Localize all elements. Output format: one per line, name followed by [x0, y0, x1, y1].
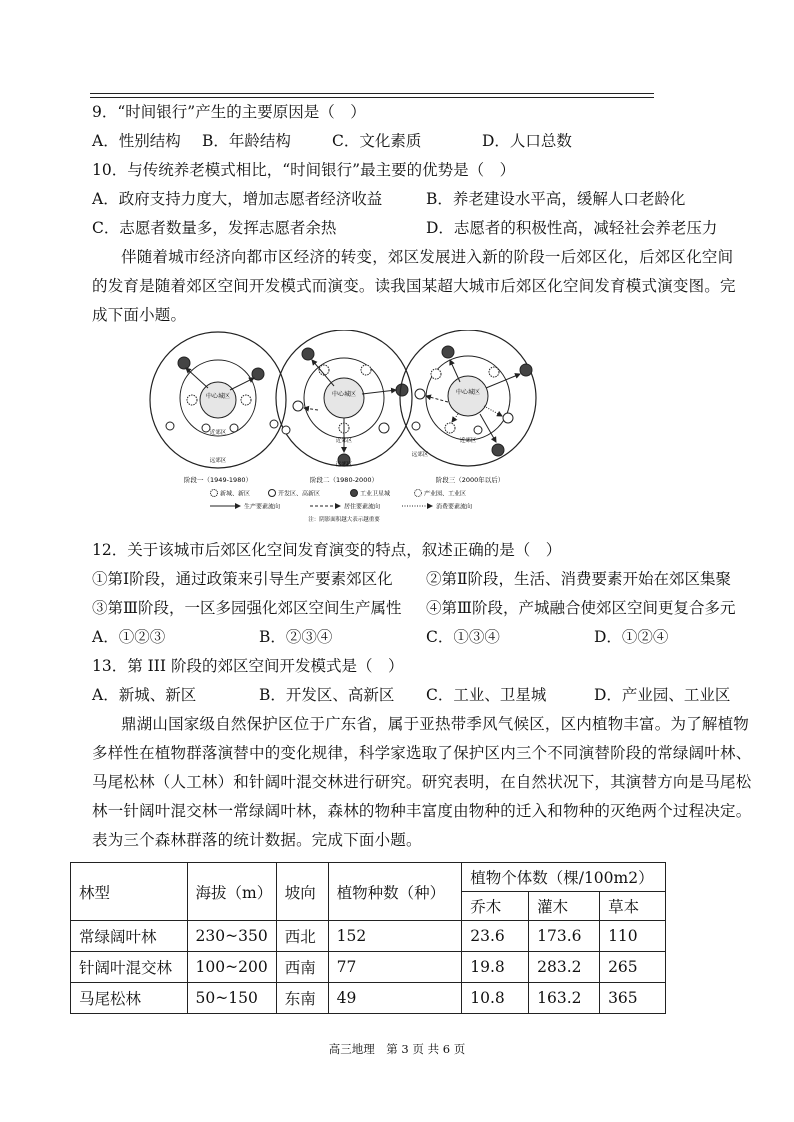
- q12-statement-2: ②第Ⅱ阶段，生活、消费要素开始在郊区集聚: [426, 570, 732, 588]
- header-altitude: 海拔（m）: [187, 863, 276, 921]
- header-type: 林型: [71, 863, 188, 921]
- q9-stem: 9．“时间银行”产生的主要原因是（ ）: [92, 103, 366, 121]
- q12-option-b: B．②③④: [259, 628, 333, 646]
- stage-2-diagram: [276, 330, 412, 468]
- q13-option-d: D．产业园、工业区: [594, 686, 731, 704]
- header-aspect: 坡向: [276, 863, 328, 921]
- stage3-center-label: 中心城区: [455, 389, 481, 396]
- stage2-far-label: 远郊区: [335, 462, 353, 468]
- cell-shrub: 163.2: [529, 983, 600, 1014]
- q9-option-d: D．人口总数: [482, 132, 572, 150]
- header-rule-thin: [90, 93, 654, 94]
- cell-type: 针阔叶混交林: [71, 952, 188, 983]
- cell-aspect: 西南: [276, 952, 328, 983]
- cell-aspect: 西北: [276, 921, 328, 952]
- legend-dev-zone: 开发区、高新区: [278, 490, 321, 498]
- passage2-line-2: 多样性在植物群落演替中的变化规律，科学家选取了保护区内三个不同演替阶段的常绿阔叶林、: [92, 744, 752, 762]
- table-row: [71, 983, 666, 1014]
- stage-3-diagram: [400, 330, 536, 466]
- cell-species: 77: [328, 952, 462, 983]
- cell-herb: 265: [600, 952, 666, 983]
- stage2-center-label: 中心城区: [331, 391, 357, 398]
- q12-option-d: D．①②④: [594, 628, 669, 646]
- cell-aspect: 东南: [276, 983, 328, 1014]
- q13-stem: 13．第 III 阶段的郊区空间开发模式是（ ）: [92, 657, 404, 675]
- q10-option-b: B．养老建设水平高，缓解人口老龄化: [426, 190, 686, 208]
- stage3-caption: 阶段三（2000年以后）: [435, 476, 505, 484]
- q10-option-d: D．志愿者的积极性高，减轻社会养老压力: [426, 219, 718, 237]
- suburbanization-diagram: [148, 330, 540, 528]
- passage2-line-4: 林一针阔叶混交林一常绿阔叶林，森林的物种丰富度由物种的迁入和物种的灭绝两个过程决定。: [92, 802, 752, 820]
- legend-satellite-city: 工业卫星城: [360, 490, 391, 498]
- table-row: [71, 952, 666, 983]
- legend-production-flow: 生产要素流向: [244, 503, 281, 511]
- cell-species: 49: [328, 983, 462, 1014]
- legend-new-town: 新城、新区: [220, 490, 251, 498]
- passage1-line-3: 成下面小题。: [92, 306, 187, 324]
- cell-tree: 23.6: [462, 921, 529, 952]
- cell-tree: 19.8: [462, 952, 529, 983]
- stage2-caption: 阶段二（1980-2000）: [310, 476, 378, 484]
- cell-shrub: 173.6: [529, 921, 600, 952]
- passage2-line-1: 鼎湖山国家级自然保护区位于广东省，属于亚热带季风气候区，区内植物丰富。为了解植物: [121, 715, 750, 733]
- passage1-line-2: 的发育是随着郊区空间开发模式而演变。读我国某超大城市后郊区化空间发育模式演变图。完: [92, 277, 736, 295]
- cell-herb: 365: [600, 983, 666, 1014]
- legend-consumption-flow: 消费要素流向: [436, 503, 473, 511]
- q12-stem: 12．关于该城市后郊区化空间发育演变的特点，叙述正确的是（ ）: [92, 541, 562, 559]
- cell-altitude: 50~150: [187, 983, 276, 1014]
- cell-shrub: 283.2: [529, 952, 600, 983]
- stage1-far-label: 远郊区: [209, 458, 227, 464]
- cell-type: 常绿阔叶林: [71, 921, 188, 952]
- stage-1-diagram: [150, 332, 286, 468]
- passage2-line-5: 表为三个森林群落的统计数据。完成下面小题。: [92, 831, 422, 849]
- header-shrub: 灌木: [529, 892, 600, 921]
- table-row: [71, 921, 666, 952]
- legend-industrial-park: 产业园、工业区: [424, 490, 467, 498]
- q9-option-a: A．性别结构: [92, 132, 181, 150]
- q9-option-c: C．文化素质: [332, 132, 422, 150]
- diagram-legend: [210, 490, 472, 524]
- legend-living-flow: 居住要素流向: [344, 503, 381, 511]
- q12-option-c: C．①③④: [426, 628, 500, 646]
- q10-stem: 10．与传统养老模式相比，“时间银行”最主要的优势是（ ）: [92, 161, 516, 179]
- passage2-line-3: 马尾松林（人工林）和针阔叶混交林进行研究。研究表明，在自然状况下，其演替方向是马尾松: [92, 773, 752, 791]
- q13-option-c: C．工业、卫星城: [426, 686, 547, 704]
- stage3-near-label: 近郊区: [459, 438, 477, 444]
- header-tree: 乔木: [462, 892, 529, 921]
- stage1-near-label: 近郊区: [209, 430, 227, 436]
- q12-option-a: A．①②③: [92, 628, 166, 646]
- forest-stats-table: [70, 862, 666, 1014]
- cell-altitude: 100~200: [187, 952, 276, 983]
- cell-altitude: 230~350: [187, 921, 276, 952]
- stage1-center-label: 中心城区: [205, 393, 231, 400]
- stage2-near-label: 近郊区: [335, 438, 353, 444]
- legend-note: 注：阴影面积越大表示越重要: [308, 517, 380, 523]
- table-header-row: [71, 863, 666, 892]
- cell-species: 152: [328, 921, 462, 952]
- cell-herb: 110: [600, 921, 666, 952]
- stage1-caption: 阶段一（1949-1980）: [184, 476, 252, 484]
- header-herb: 草本: [600, 892, 666, 921]
- q10-option-c: C．志愿者数量多，发挥志愿者余热: [92, 219, 337, 237]
- header-individuals: 植物个体数（棵/100m2）: [462, 863, 666, 892]
- q13-option-a: A．新城、新区: [92, 686, 197, 704]
- q12-statement-3: ③第Ⅲ阶段，一区多园强化郊区空间生产属性: [92, 599, 402, 617]
- q9-option-b: B．年龄结构: [202, 132, 291, 150]
- q12-statement-4: ④第Ⅲ阶段，产城融合使郊区空间更复合多元: [426, 599, 736, 617]
- header-species: 植物种数（种）: [328, 863, 462, 921]
- q13-option-b: B．开发区、高新区: [259, 686, 395, 704]
- stage3-far-label: 远郊区: [411, 452, 429, 458]
- q12-statement-1: ①第Ⅰ阶段，通过政策来引导生产要素郊区化: [92, 570, 393, 588]
- passage1-line-1: 伴随着城市经济向都市区经济的转变，郊区发展进入新的阶段一后郊区化，后郊区化空间: [121, 248, 734, 266]
- q10-option-a: A．政府支持力度大，增加志愿者经济收益: [92, 190, 383, 208]
- cell-tree: 10.8: [462, 983, 529, 1014]
- header-rule-thick: [90, 97, 654, 98]
- cell-type: 马尾松林: [71, 983, 188, 1014]
- page-footer: 高三地理 第 3 页 共 6 页: [328, 1042, 466, 1056]
